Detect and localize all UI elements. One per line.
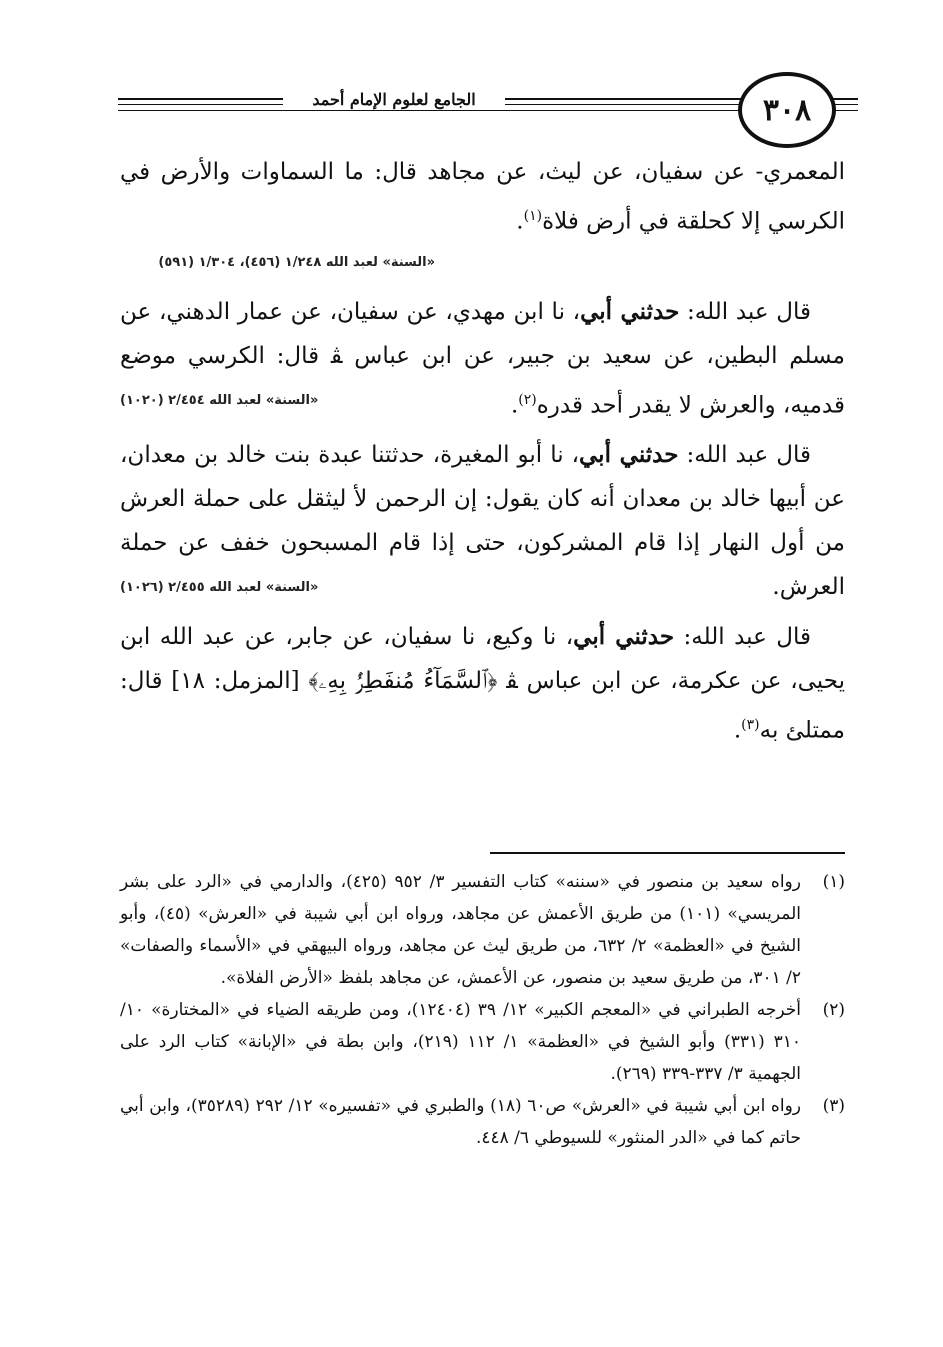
footnote-2-text: أخرجه الطبراني في «المعجم الكبير» ١٢/ ٣٩ (١٢٤٠٤)، ومن طريقه الضياء في «المختارة» ١٠/ ٣١٠ (٣٣١) وأبو الشيخ في «العظمة» ١/ ١١٢ (٢١٩)، وابن بطة في «الإبانة» كتاب الرد على الجهمية ٣/ ٣٣٧-٣٣٩ (٢٦٩).: [120, 1000, 801, 1084]
footnote-2-number: (٢): [822, 1000, 845, 1020]
paragraph-4-text: ، نا وكيع، نا سفيان، عن جابر، عن عبد الله ابن يحيى، عن عكرمة، عن ابن عباس ﭭ ﴿ٱلسَّمَآءُ مُنفَطِرُۢ بِهِۦ﴾ [المزمل: ١٨] قال: ممتلئ به: [120, 624, 845, 744]
paragraph-3-lead: قال عبد الله:: [678, 442, 811, 469]
footnote-3-number: (٣): [822, 1096, 845, 1116]
paragraph-2: [120, 290, 845, 428]
source-citation-3: «السنة» لعبد الله ٢/٤٥٥ (١٠٢٦): [120, 580, 319, 596]
main-text: [120, 150, 845, 753]
footnote-2: [120, 994, 845, 1090]
footnote-ref-1[interactable]: (١): [523, 208, 543, 224]
page-number-badge: [738, 72, 836, 148]
paragraph-3-text: ، نا أبو المغيرة، حدثتنا عبدة بنت خالد بن معدان، عن أبيها خالد بن معدان أنه كان يقول: إن الرحمن ﻷ ليثقل على حملة العرش من أول النهار إذا قام المشركون، حتى إذا قام المسبحون خفف عن حملة العرش.: [120, 442, 845, 601]
page-number: ٣٠٨: [762, 92, 812, 128]
paragraph-2-lead-bold: حدثني أبي: [580, 297, 680, 325]
paragraph-4-lead-bold: حدثني أبي: [573, 623, 675, 651]
paragraph-1-end: .: [516, 208, 524, 235]
paragraph-4-lead: قال عبد الله:: [674, 624, 811, 651]
paragraph-2-text: ، نا ابن مهدي، عن سفيان، عن عمار الدهني، عن مسلم البطين، عن سعيد بن جبير، عن ابن عباس ﭭ قال: الكرسي موضع قدميه، والعرش لا يقدر أحد قدره: [120, 298, 845, 419]
paragraph-4: [120, 615, 845, 753]
running-header: [118, 72, 858, 142]
paragraph-1-text: المعمري- عن سفيان، عن ليث، عن مجاهد قال: ما السماوات والأرض في الكرسي إلا كحلقة في أرض فلاة: [120, 159, 845, 235]
footnote-1: [120, 866, 845, 994]
footnote-ref-2[interactable]: (٢): [518, 391, 537, 408]
book-title: الجامع لعلوم الإمام أحمد: [283, 90, 505, 109]
source-citation-1: «السنة» لعبد الله ١/٢٤٨ (٤٥٦)، ١/٣٠٤ (٥٩١): [158, 254, 435, 270]
footnote-ref-3[interactable]: (٣): [741, 717, 760, 734]
paragraph-3: [120, 433, 845, 609]
paragraph-2-end: .: [510, 392, 519, 419]
footnote-3: [120, 1090, 845, 1154]
footnotes: [120, 866, 845, 1154]
footnote-1-number: (١): [822, 872, 845, 892]
paragraph-3-lead-bold: حدثني أبي: [579, 441, 679, 469]
paragraph-4-end: .: [733, 717, 742, 744]
footnote-separator: [490, 852, 845, 854]
footnote-3-text: رواه ابن أبي شيبة في «العرش» ص٦٠ (١٨) والطبري في «تفسيره» ١٢/ ٢٩٢ (٣٥٢٨٩)، وابن أبي حاتم كما في «الدر المنثور» للسيوطي ٦/ ٤٤٨.: [120, 1096, 801, 1148]
paragraph-1: [120, 150, 845, 244]
paragraph-2-lead: قال عبد الله:: [679, 298, 811, 325]
source-citation-2: «السنة» لعبد الله ٢/٤٥٤ (١٠٢٠): [120, 392, 319, 408]
footnote-1-text: رواه سعيد بن منصور في «سننه» كتاب التفسير ٣/ ٩٥٢ (٤٢٥)، والدارمي في «الرد على بشر المريسي» (١٠١) من طريق الأعمش عن مجاهد، ورواه ابن أبي شيبة في «العرش» (٤٥)، وأبو الشيخ في «العظمة» ٢/ ٦٣٢، من طريق ليث عن مجاهد، ورواه البيهقي في «الأسماء والصفات» ٢/ ٣٠١، من طريق سعيد بن منصور، عن الأعمش، عن مجاهد بلفظ «الأرض الفلاة».: [120, 872, 801, 988]
